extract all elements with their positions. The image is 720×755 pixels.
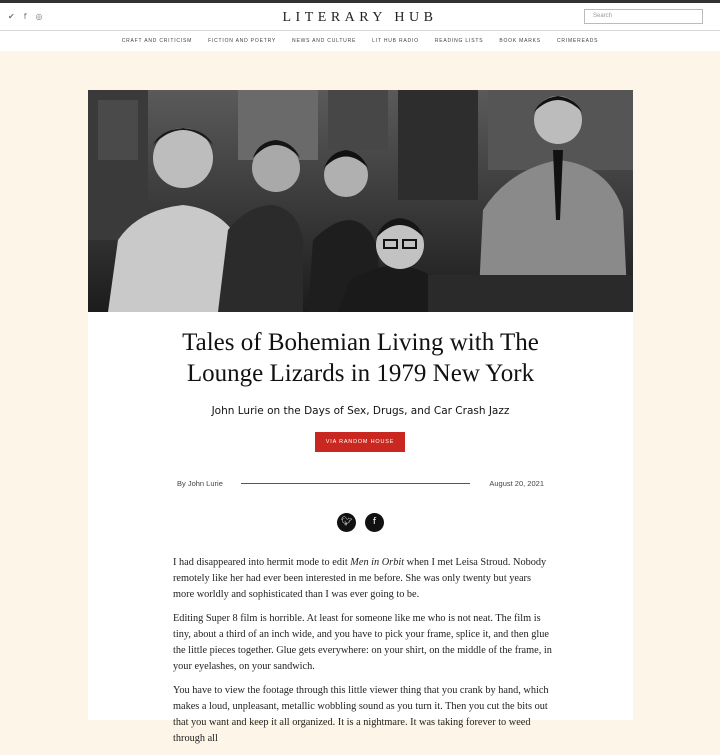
nav-item-fiction[interactable]: FICTION AND POETRY (208, 38, 277, 44)
hero-photo-illustration (88, 90, 633, 312)
nav-item-craft[interactable]: CRAFT AND CRITICISM (121, 38, 193, 44)
article-title-line-2: Lounge Lizards in 1979 New York (186, 360, 535, 387)
twitter-icon: 🐦︎ (340, 517, 353, 527)
search-input[interactable]: Search (584, 9, 703, 24)
nav-item-crimereads[interactable]: CRIMEREADS (556, 38, 599, 44)
share-twitter-button[interactable] (337, 513, 356, 532)
article-card (88, 312, 633, 744)
article-title-line-1: Tales of Bohemian Living with The (182, 329, 539, 356)
publish-date: August 20, 2021 (489, 479, 544, 488)
share-facebook-button[interactable] (365, 513, 384, 532)
paragraph-1: I had disappeared into hermit mode to edit Men in Orbit when I met Leisa Stroud. Nobody remotely like her had ever been interested in me before. She was only twenty but years more worldly and sophisticated than I was ever going to be. (173, 557, 547, 600)
paragraph-3: You have to view the footage through this little viewer thing that you crank by hand, which makes a loud, unpleasant, metallic wobbling sound as you turn it. Then you cut the bits out that you want and keep it all organized. It is a nightmare. It was taking forever to weed through all (173, 685, 549, 744)
article-body (173, 555, 553, 755)
main-nav (0, 31, 720, 51)
nav-item-reading-lists[interactable]: READING LISTS (434, 38, 484, 44)
book-title: Men in Orbit (350, 557, 405, 568)
article-subtitle: John Lurie on the Days of Sex, Drugs, and Car Crash Jazz (211, 405, 510, 417)
article-title (88, 327, 633, 389)
byline[interactable]: By John Lurie (177, 479, 223, 488)
byline-divider (241, 483, 470, 484)
top-bar (0, 0, 720, 31)
hero-photo (88, 90, 633, 312)
facebook-icon[interactable]: f (23, 12, 27, 21)
via-publisher-button[interactable]: VIA RANDOM HOUSE (315, 432, 405, 452)
nav-item-radio[interactable]: LIT HUB RADIO (372, 38, 419, 44)
site-logo[interactable]: LITERARY HUB (282, 10, 438, 25)
facebook-icon: f (372, 517, 377, 527)
twitter-icon[interactable]: ✔ (8, 12, 15, 21)
nav-item-news[interactable]: NEWS AND CULTURE (292, 38, 357, 44)
nav-item-book-marks[interactable]: BOOK MARKS (499, 38, 541, 44)
instagram-icon[interactable]: ◎ (35, 12, 43, 21)
paragraph-2: Editing Super 8 film is horrible. At least for someone like me who is not neat. The film is tiny, about a third of an inch wide, and you have to pick your frame, splice it, and then glue the little pieces together. Glue gets everywhere: on your shirt, on the middle of the frame, in your eyelashes, on your sandwich. (173, 613, 552, 672)
